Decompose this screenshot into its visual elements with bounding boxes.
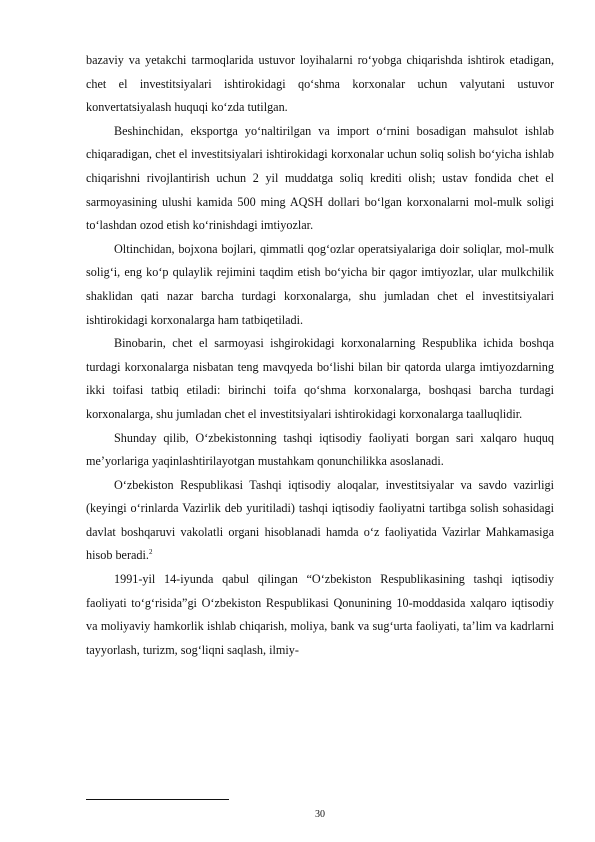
paragraph-fifth-point: Beshinchidan, eksportga yo‘naltirilgan va import o‘rnini bosadigan mahsulot ishlab chiqaradigan, chet el investitsiyalari ishtirokidagi korxonalar uchun soliq solish bo‘yicha ishlab chiqarishni rivojlantirish uchun 2 yil muddatga soliq krediti olish; ustav fondida chet el sarmoyasining ulushi kamida 500 ming AQSH dollari bo‘lgan korxonalarni mol-mulk soligi to‘lashdan ozod etish ko‘rinishdagi imtiyozlar. xyxy=(86,123,554,233)
paragraph-law: 1991-yil 14-iyunda qabul qilingan “O‘zbekiston Respublikasining tashqi iqtisodiy faoliyati to‘g‘risida”gi O‘zbekiston Respublikasi Qonunining 10-moddasida xalqaro iqtisodiy va moliyaviy hamkorlik ishlab chiqarish, moliya, bank va sug‘urta faoliyati, ta’lim va kadrlarni tayyorlash, turizm, sog‘liqni saqlash, ilmiy- xyxy=(86,572,554,657)
paragraph-ministry xyxy=(86,474,554,568)
paragraph-ministry-text: O‘zbekiston Respublikasi Tashqi iqtisodiy aloqalar, investitsiyalar va savdo vazirligi (keyingi o‘rinlarda Vazirlik deb yuritiladi) tashqi iqtisodiy faoliyatni tartibga solish sohasidagi davlat boshqaruvi vakolatli organi hisoblanadi hamda o‘z faoliyatida Vazirlar Mahkamasiga hisob beradi. xyxy=(86,477,554,563)
body-text xyxy=(86,49,554,662)
footnote-separator xyxy=(86,799,229,800)
paragraph-conclusion: Binobarin, chet el sarmoyasi ishgirokidagi korxonalarning Respublika ichida boshqa turdagi korxonalarga nisbatan teng mavqyeda bo‘lishi bilan bir qatorda ularga imtiyozdarning ikki toifasi tatbiq etiladi: birinchi toifa qo‘shma korxonalarga, boshqasi barcha turdagi korxonalarga, shu jumladan chet el investitsiyalari ishtirokidagi korxonalarga taalluqlidir. xyxy=(86,336,554,421)
footnote-reference: 2 xyxy=(148,548,153,557)
paragraph-summary: Shunday qilib, O‘zbekistonning tashqi iqtisodiy faoliyati borgan sari xalqaro huquq me’yorlariga yaqinlashtirilayotgan mustahkam qonunchilikka asoslanadi. xyxy=(86,430,554,469)
paragraph-sixth-point: Oltinchidan, bojxona bojlari, qimmatli qog‘ozlar operatsiyalariga doir soliqlar, mol-mulk solig‘i, eng ko‘p qulaylik rejimini taqdim etish bo‘yicha bir qagor imtiyozlar, ular mulkchilik shaklidan qati nazar barcha turdagi korxonalarga, shu jumladan chet el investitsiyalari ishtirokidagi korxonalarga ham tatbiqetiladi. xyxy=(86,241,554,327)
page-number: 30 xyxy=(315,809,325,820)
paragraph-continuation: bazaviy va yetakchi tarmoqlarida ustuvor loyihalarni ro‘yobga chiqarishda ishtirok etadigan, chet el investitsiyalari ishtirokidagi qo‘shma korxonalar uchun valyutani ustuvor konvertatsiyalash huquqi ko‘zda tutilgan. xyxy=(86,53,554,115)
